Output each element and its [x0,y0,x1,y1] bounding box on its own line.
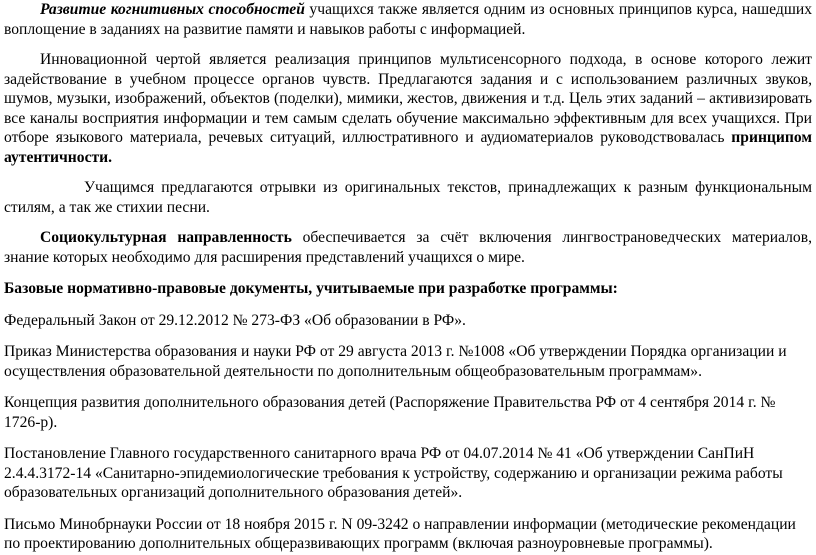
term-cognitive: Развитие когнитивных способностей [40,1,305,18]
paragraph-multisensory [4,50,812,167]
document-item: Концепция развития дополнительного образования детей (Распоряжение Правительства РФ от 4 сентября 2014 г. № 1726-р). [4,394,776,431]
paragraph-cognitive [4,0,812,39]
document-item: Постановление Главного государственного санитарного врача РФ от 04.07.2014 № 41 «Об утверждении СанПиН 2.4.4.3172-14 «Санитарно-эпидемиологические требования к устройству, содержанию и организации режима работы образовательных организаций дополнительного образования детей». [4,445,783,501]
paragraph-texts [4,178,812,217]
document-item: Федеральный Закон от 29.12.2012 № 273-ФЗ «Об образовании в РФ». [4,311,466,329]
paragraph-text: учащихся также является одним из основных принципов курса, нашедших воплощение в заданиях на развитие памяти и навыков работы с информацией. [4,1,812,38]
document-item: Письмо Минобрнауки России от 18 ноября 2015 г. N 09-3242 о направлении информации (методические рекомендации по проектированию дополнительных общеразвивающих программ (включая разноуровневые программы). [4,515,796,552]
document-page [4,0,812,554]
documents-heading: Базовые нормативно-правовые документы, учитываемые при разработке программы: [4,280,618,297]
paragraph-text: обеспечивается за счёт включения лингвострановедческих материалов, знание которых необходимо для расширения представлений учащихся о мире. [4,229,812,266]
term-authenticity: принципом аутентичности. [4,129,812,166]
paragraph-text: Инновационной чертой является реализация принципов мультисенсорного подхода, в основе которого лежит задействование в учебном процессе органов чувств. Предлагаются задания и с использованием различных звуков, шумов, музыки, изображений, объектов (поделки), мимики, жестов, движения и т.д. Цель этих заданий – активизировать все каналы восприятия информации и тем самым сделать обучение максимально эффективным для всех учащихся. При отборе языкового материала, речевых ситуаций, иллюстративного и аудиоматериалов руководствовалась [4,51,812,146]
document-item: Приказ Министерства образования и науки РФ от 29 августа 2013 г. №1008 «Об утверждении Порядка организации и осуществления образовательной деятельности по дополнительным общеобразовательным программам». [4,343,787,380]
paragraph-text: Учащимся предлагаются отрывки из оригинальных текстов, принадлежащих к разным функциональным стилям, а так же стихии песни. [4,179,812,216]
paragraph-sociocultural [4,228,812,267]
term-sociocultural: Социокультурная направленность [40,229,292,246]
